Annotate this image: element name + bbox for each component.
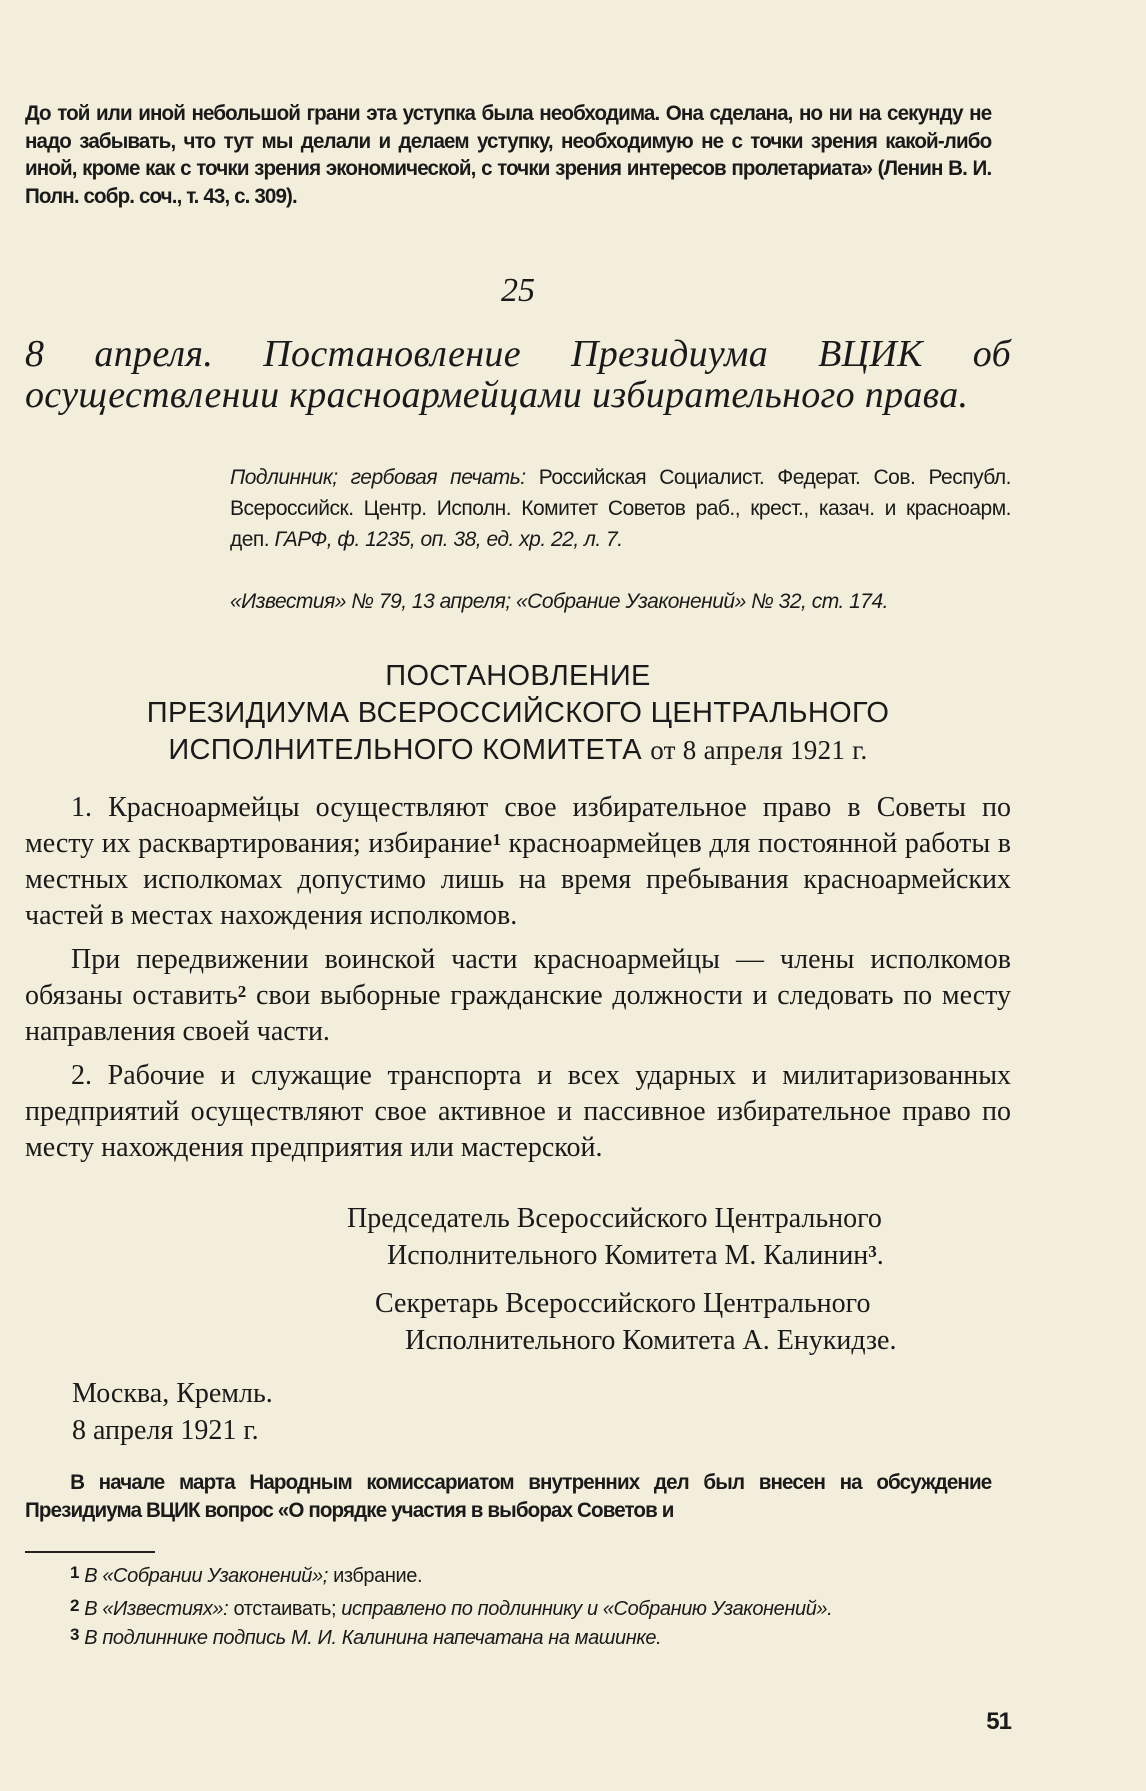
source-label: Подлинник; гербовая печать: [230,466,526,489]
footnote-2 [25,1595,1011,1624]
date: 8 апреля 1921 г. [72,1415,259,1446]
paragraph-2 [25,942,1011,1050]
source-note [230,462,1011,555]
footnote-italic-2: исправлено по подлиннику и «Собранию Узаконений». [336,1598,833,1620]
footnote-3 [25,1624,1011,1653]
footnote-divider [25,1551,155,1553]
footnote-num: 3 [70,1625,80,1644]
paragraph-3: 2. Рабочие и служащие транспорта и всех ударных и милитаризованных предприятий осуществляют свое активное и пассивное избирательное право по месту нахождения предприятия или мастерской. [25,1060,1011,1163]
footnote-italic: В «Собрании Узаконений»; [84,1565,328,1587]
heading-date: от 8 апреля 1921 г. [650,735,868,765]
heading-line1: ПОСТАНОВЛЕНИЕ [385,660,651,692]
resolution-heading [25,658,1011,769]
p1-text-a: 1. Красноармейцы осуществляют свое избирательное право в Советы по месту их расквартирования; избирание [25,792,1011,859]
resolution-body [25,790,1011,1166]
footnote-ref-3: 3 [868,1242,877,1261]
p2-text-b: свои выборные гражданские должности и следовать по месту направления своей части. [25,980,1011,1047]
heading-line2: ПРЕЗИДИУМА ВСЕРОССИЙСКОГО ЦЕНТРАЛЬНОГО [146,697,890,729]
chair-end: . [876,1240,884,1271]
chairman-signature [347,1200,884,1274]
footnotes [25,1562,1011,1653]
page-number: 51 [986,1708,1011,1735]
chair-line2: Исполнительного Комитета М. Калинин [387,1240,869,1271]
footnote-text: отстаивать; [228,1598,337,1620]
footnote-num: 2 [70,1596,80,1615]
secretary-line1: Секретарь Всероссийского Центрального [375,1288,871,1319]
place: Москва, Кремль. [72,1378,273,1409]
footnote-1 [25,1562,1011,1591]
p1-text-b: красноармейцев для постоянной работы в местных исполкомах допустимо лишь на время пребывания красноармейских частей в местах нахождения исполкомов. [25,828,1011,931]
publication-note [230,586,1011,617]
paragraph-1 [25,790,1011,934]
publication-text: «Известия» № 79, 13 апреля; «Собрание Узаконений» № 32, ст. 174. [230,590,888,613]
intro-commentary: До той или иной небольшой грани эта уступка была необходима. Она сделана, но ни на секунду не надо забывать, что тут мы делали и делаем уступку, необходимую не с точки зрения какой-либо иной, кроме как с точки зрения экономической, с точки зрения интересов пролетариата» (Ленин В. И. Полн. собр. соч., т. 43, с. 309). [25,102,992,208]
footnote-ref-1: 1 [492,830,501,849]
p2-text-a: При передвижении воинской части красноармейцы — члены исполкомов обязаны оставить [25,944,1011,1011]
footnote-text: избрание. [327,1565,423,1587]
footnote-italic: В «Известиях»: [84,1598,229,1620]
document-number: 25 [501,272,535,309]
footnote-num: 1 [70,1563,80,1582]
secretary-signature [375,1285,896,1359]
chair-line1: Председатель Всероссийского Центрального [347,1203,882,1234]
footnote-italic: В подлиннике подпись М. И. Калинина напечатана на машинке. [84,1627,662,1649]
source-text: Российская Социалист. Федерат. Сов. Республ. Всероссийск. Центр. Исполн. Комитет Советов раб., крест., казач. и красноарм. деп. [230,466,1011,551]
footnote-ref-2: 2 [237,982,247,1001]
document-title: 8 апреля. Постановление Президиума ВЦИК об осуществлении красноармейцами избирательного права. [25,333,1011,416]
secretary-line2: Исполнительного Комитета А. Енукидзе. [405,1325,897,1356]
place-date [72,1375,273,1449]
commentary-continued: В начале марта Народным комиссариатом внутренних дел был внесен на обсуждение Президиума ВЦИК вопрос «О порядке участия в выборах Советов и [25,1471,992,1522]
source-archive: ГАРФ, ф. 1235, оп. 38, ед. хр. 22, л. 7. [274,528,623,551]
heading-line3: ИСПОЛНИТЕЛЬНОГО КОМИТЕТА [168,734,642,766]
